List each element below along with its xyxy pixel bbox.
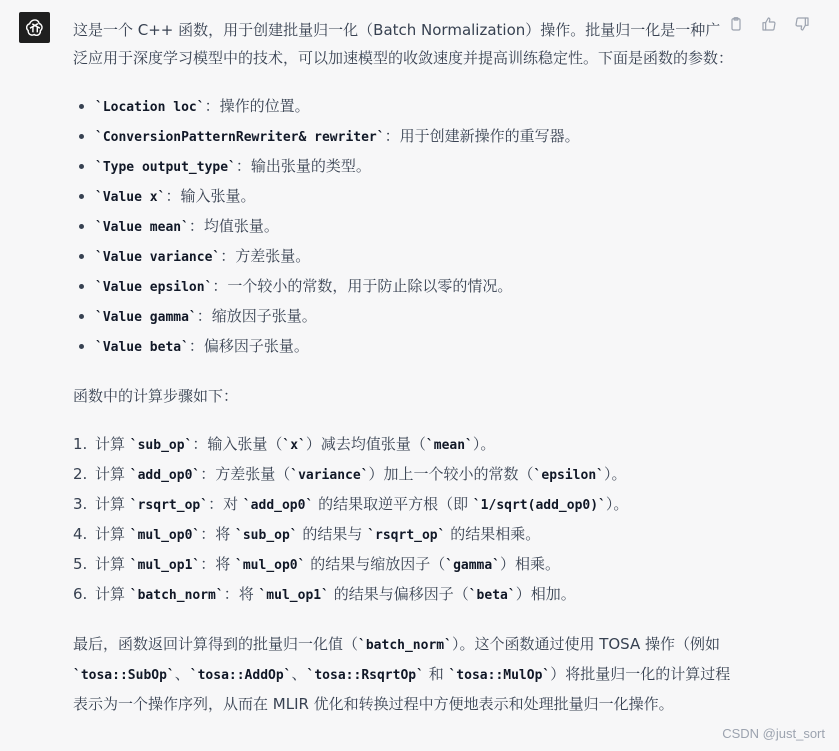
param-desc: ：均值张量。 [188,217,279,235]
param-desc: ：偏移因子张量。 [188,337,309,355]
list-item: 2. 计算 `add_op0`：方差张量（`variance`）加上一个较小的常数（`epsilon`）。 [73,460,733,490]
param-desc: ：操作的位置。 [204,97,310,115]
openai-logo-icon [24,17,46,39]
param-code: `Value epsilon` [95,280,213,295]
step-number: 3. [73,495,88,513]
intro-paragraph: 这是一个 C++ 函数，用于创建批量归一化（Batch Normalization）操作。批量归一化是一种广泛应用于深度学习模型中的技术，可以加速模型的收敛速度并提高训练稳定性。下面是函数的参数： [73,21,734,67]
step-number: 2. [73,465,88,483]
list-item [73,332,733,362]
param-code: `Value beta` [95,340,189,355]
list-item: 3. 计算 `rsqrt_op`：对 `add_op0` 的结果取逆平方根（即 `1/sqrt(add_op0)`）。 [73,490,733,520]
list-item [73,272,733,302]
parameter-list [73,92,733,362]
param-desc: ：输入张量。 [165,187,256,205]
thumbs-down-button[interactable] [792,14,812,34]
steps-intro-paragraph: 函数中的计算步骤如下： [73,387,239,405]
list-item [73,92,733,122]
list-item [73,302,733,332]
message-actions [726,14,812,34]
thumbs-up-button[interactable] [759,14,779,34]
param-code: `Value mean` [95,220,189,235]
watermark: CSDN @just_sort [722,726,825,741]
step-number: 1. [73,435,88,453]
list-item [73,122,733,152]
param-code: `ConversionPatternRewriter& rewriter` [95,130,385,145]
step-number: 5. [73,555,88,573]
param-desc: ：用于创建新操作的重写器。 [384,127,580,145]
param-code: `Location loc` [95,100,205,115]
param-desc: ：一个较小的常数，用于防止除以零的情况。 [212,277,513,295]
list-item: 6. 计算 `batch_norm`：将 `mul_op1` 的结果与偏移因子（`beta`）相加。 [73,580,733,610]
param-desc: ：输出张量的类型。 [235,157,371,175]
param-code: `Type output_type` [95,160,236,175]
steps-list [73,430,733,610]
list-item [73,182,733,212]
list-item [73,212,733,242]
thumbs-down-icon [794,16,810,32]
conclusion-paragraph: 最后，函数返回计算得到的批量归一化值（`batch_norm`）。这个函数通过使用 TOSA 操作（例如 `tosa::SubOp`、`tosa::AddOp`、`tosa::RsqrtOp` 和 `tosa::MulOp`）将批量归一化的计算过程表示为一个操作序列，从而在 MLIR 优化和转换过程中方便地表示和处理批量归一化操作。 [73,635,731,713]
list-item: 5. 计算 `mul_op1`：将 `mul_op0` 的结果与缩放因子（`gamma`）相乘。 [73,550,733,580]
list-item: 1. 计算 `sub_op`：输入张量（`x`）减去均值张量（`mean`）。 [73,430,733,460]
param-code: `Value x` [95,190,166,205]
param-code: `Value gamma` [95,310,197,325]
list-item [73,152,733,182]
list-item [73,242,733,272]
thumbs-up-icon [761,16,777,32]
assistant-message [73,16,733,718]
param-desc: ：缩放因子张量。 [196,307,317,325]
list-item: 4. 计算 `mul_op0`：将 `sub_op` 的结果与 `rsqrt_op` 的结果相乘。 [73,520,733,550]
param-desc: ：方差张量。 [220,247,311,265]
param-code: `Value variance` [95,250,221,265]
step-number: 6. [73,585,88,603]
assistant-avatar [19,12,50,43]
step-number: 4. [73,525,88,543]
